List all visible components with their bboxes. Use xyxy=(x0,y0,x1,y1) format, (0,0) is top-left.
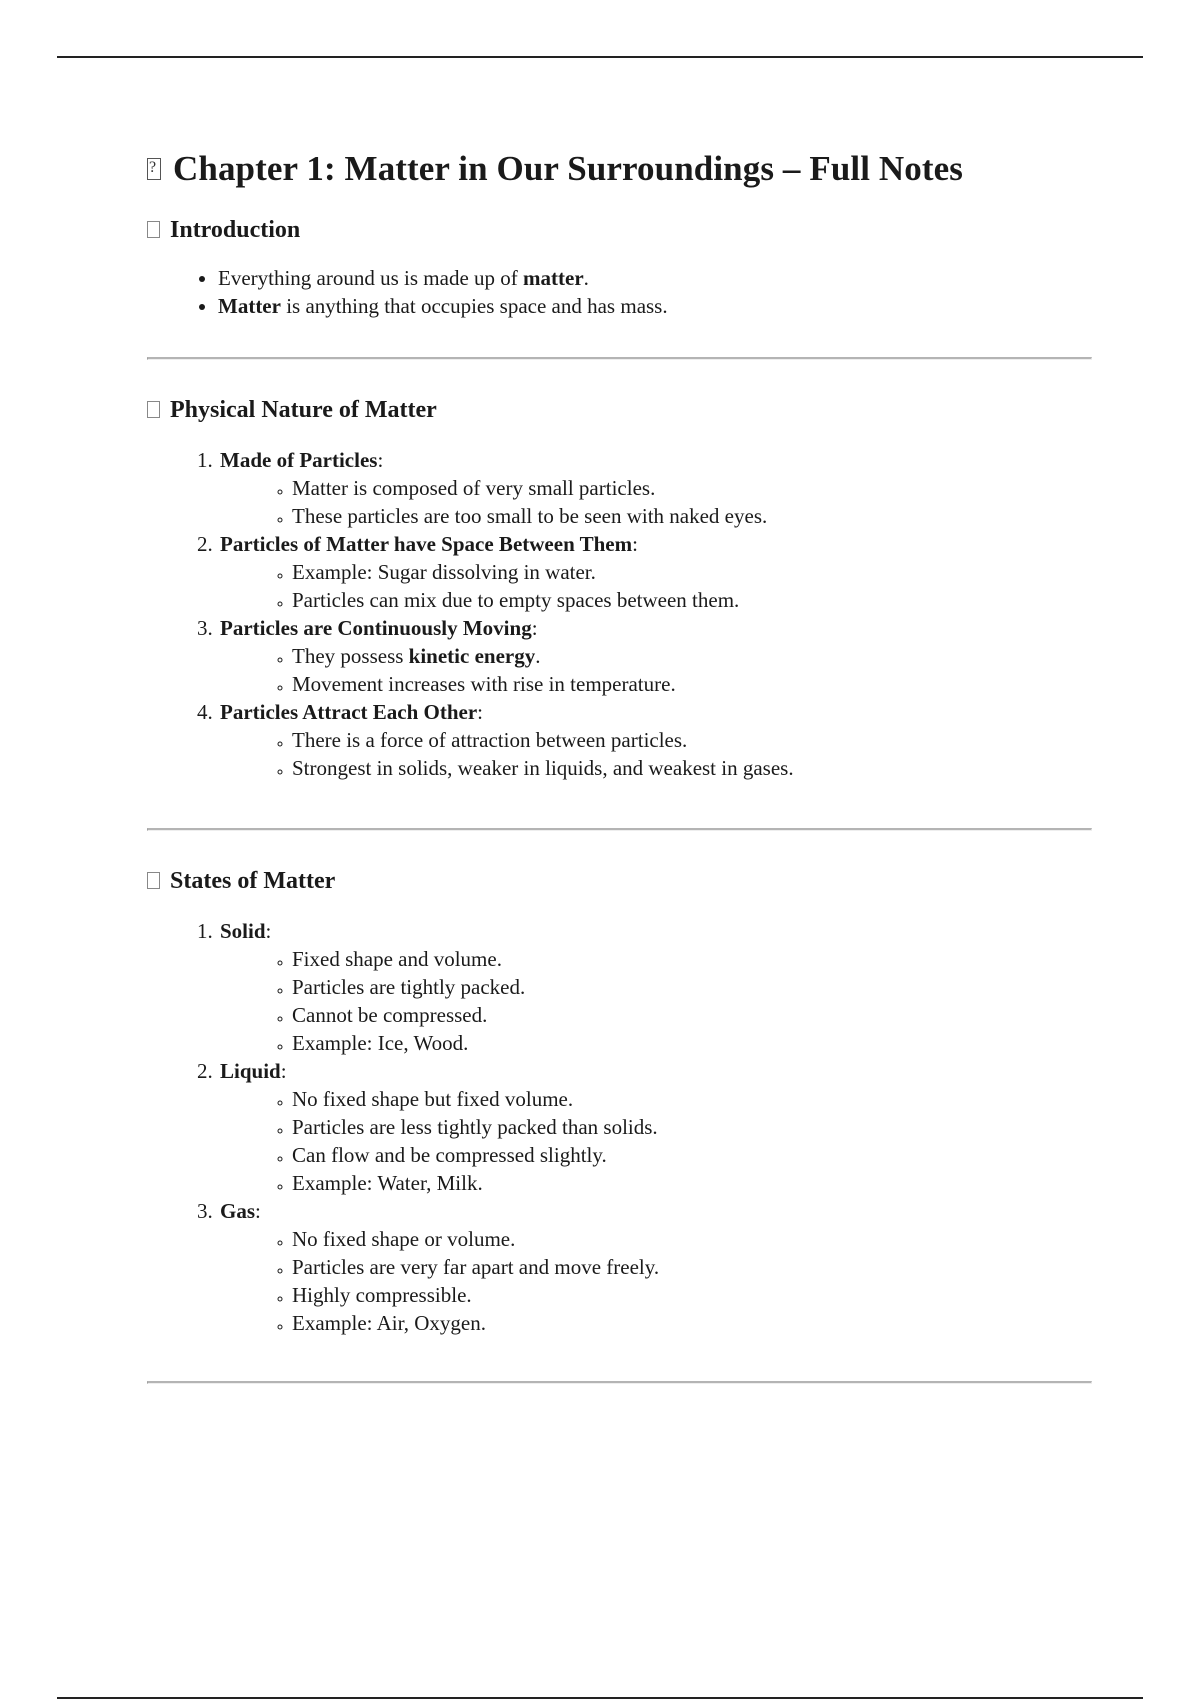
page-bottom-rule xyxy=(57,1697,1143,1699)
page-title xyxy=(147,140,1092,198)
list-item-bold-text: matter xyxy=(523,266,584,290)
numbered-item xyxy=(218,614,1092,698)
section-heading-text: Physical Nature of Matter xyxy=(170,397,437,423)
section-heading-physical-nature xyxy=(147,390,1092,430)
sub-item: ◦ Strongest in solids, weaker in liquids, and weakest in gases. xyxy=(292,754,1092,782)
sub-list xyxy=(220,1225,1092,1337)
numbered-item xyxy=(218,446,1092,530)
item-label: Solid xyxy=(220,919,266,943)
section-divider xyxy=(147,357,1092,360)
sub-item: ◦ No fixed shape but fixed volume. xyxy=(292,1085,1092,1113)
numbered-item xyxy=(218,1197,1092,1337)
numbered-item xyxy=(218,698,1092,782)
section-heading-states xyxy=(147,861,1092,901)
sub-item: ◦ Matter is composed of very small particles. xyxy=(292,474,1092,502)
sub-item-bold-text: kinetic energy xyxy=(408,644,536,668)
physical-nature-list xyxy=(147,446,1092,782)
unrendered-glyph-icon xyxy=(147,221,160,238)
section-physical-nature xyxy=(147,390,1092,782)
sub-item: ◦ Fixed shape and volume. xyxy=(292,945,1092,973)
item-label: Liquid xyxy=(220,1059,281,1083)
section-heading-text: Introduction xyxy=(170,217,301,243)
section-introduction xyxy=(147,210,1092,320)
numbered-item xyxy=(218,530,1092,614)
sub-item: ◦ Example: Ice, Wood. xyxy=(292,1029,1092,1057)
sub-list xyxy=(220,945,1092,1057)
list-item xyxy=(218,264,1092,292)
sub-item: ◦ Example: Air, Oxygen. xyxy=(292,1309,1092,1337)
item-label: Gas xyxy=(220,1199,256,1223)
sub-item: ◦ Movement increases with rise in temperature. xyxy=(292,670,1092,698)
sub-item: ◦ Can flow and be compressed slightly. xyxy=(292,1141,1092,1169)
sub-item: ◦ Particles are tightly packed. xyxy=(292,973,1092,1001)
list-item-text: . xyxy=(583,266,589,290)
sub-list xyxy=(220,558,1092,614)
sub-item: ◦ Highly compressible. xyxy=(292,1281,1092,1309)
sub-item-text: . xyxy=(535,644,541,668)
section-divider xyxy=(147,828,1092,831)
list-item-bold-text: Matter xyxy=(218,294,281,318)
sub-item: ◦ Particles are very far apart and move freely. xyxy=(292,1253,1092,1281)
item-label: Particles of Matter have Space Between Them xyxy=(220,532,633,556)
item-suffix: : xyxy=(265,919,272,943)
introduction-list xyxy=(147,264,1092,320)
item-label: Made of Particles xyxy=(220,448,378,472)
item-label: Particles are Continuously Moving xyxy=(220,616,532,640)
section-divider xyxy=(147,1381,1092,1384)
sub-item xyxy=(292,642,1092,670)
unrendered-glyph-icon xyxy=(147,158,161,180)
section-heading-introduction xyxy=(147,210,1092,250)
sub-list xyxy=(220,474,1092,530)
item-suffix: : xyxy=(255,1199,261,1223)
item-suffix: : xyxy=(531,616,538,640)
list-item xyxy=(218,292,1092,320)
item-suffix: : xyxy=(632,532,638,556)
list-item-text: is anything that occupies space and has mass. xyxy=(280,294,668,318)
sub-item: ◦ These particles are too small to be seen with naked eyes. xyxy=(292,502,1092,530)
sub-item: ◦ Cannot be compressed. xyxy=(292,1001,1092,1029)
sub-item: ◦ There is a force of attraction between particles. xyxy=(292,726,1092,754)
sub-item: ◦ Particles are less tightly packed than solids. xyxy=(292,1113,1092,1141)
page-top-rule xyxy=(57,56,1143,58)
page-title-text: Chapter 1: Matter in Our Surroundings – Full Notes xyxy=(173,149,963,188)
sub-item: ◦ Example: Sugar dissolving in water. xyxy=(292,558,1092,586)
sub-item: ◦ No fixed shape or volume. xyxy=(292,1225,1092,1253)
numbered-item xyxy=(218,1057,1092,1197)
sub-item: ◦ Particles can mix due to empty spaces between them. xyxy=(292,586,1092,614)
section-states-of-matter xyxy=(147,861,1092,1337)
sub-list xyxy=(220,1085,1092,1197)
sub-list xyxy=(220,642,1092,698)
sub-item: ◦ Example: Water, Milk. xyxy=(292,1169,1092,1197)
item-suffix: : xyxy=(377,448,384,472)
states-list xyxy=(147,917,1092,1337)
unrendered-glyph-icon xyxy=(147,872,160,889)
sub-item-text: They possess xyxy=(292,644,409,668)
sub-list xyxy=(220,726,1092,782)
item-suffix: : xyxy=(477,700,484,724)
item-label: Particles Attract Each Other xyxy=(220,700,478,724)
numbered-item xyxy=(218,917,1092,1057)
section-heading-text: States of Matter xyxy=(170,868,336,894)
unrendered-glyph-icon xyxy=(147,401,160,418)
document-body xyxy=(147,140,1092,1384)
item-suffix: : xyxy=(280,1059,287,1083)
list-item-text: Everything around us is made up of xyxy=(218,266,524,290)
